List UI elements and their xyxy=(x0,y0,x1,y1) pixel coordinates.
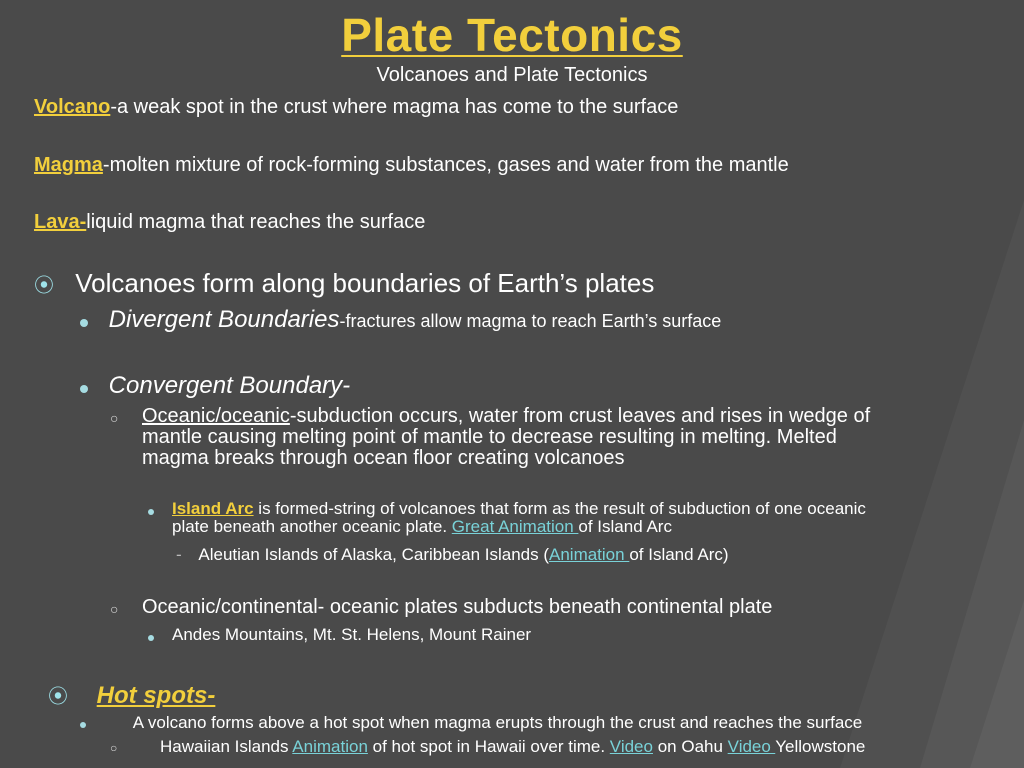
hot-spot-text: A volcano forms above a hot spot when magma erupts through the crust and reaches the surface xyxy=(132,713,863,732)
andes-text: Andes Mountains, Mt. St. Helens, Mount Rainer xyxy=(172,625,532,644)
divergent-text: -fractures allow magma to reach Earth’s surface xyxy=(339,311,722,331)
definition-lava-text: liquid magma that reaches the surface xyxy=(86,211,426,233)
oceanic-oceanic-line2: mantle causing melting point of mantle to decrease resulting in melting. Melted xyxy=(142,426,837,448)
aleutian-after: of Island Arc) xyxy=(629,545,729,564)
term-lava: Lava- xyxy=(34,211,87,233)
circle-bullet-icon: ○ xyxy=(110,741,118,755)
hawaii-end: Yellowstone xyxy=(775,737,866,756)
andes-item xyxy=(148,625,532,646)
island-arc-after-link: of Island Arc xyxy=(578,517,672,536)
aleutian-text: Aleutian Islands of Alaska, Caribbean Islands ( xyxy=(198,545,549,564)
oceanic-continental-item xyxy=(110,596,773,620)
main-point xyxy=(34,268,654,299)
circle-bullet-icon: ○ xyxy=(110,410,119,426)
divergent-label: Divergent Boundaries xyxy=(108,306,340,333)
yellowstone-video-link[interactable]: Video xyxy=(727,737,776,756)
hot-spots-label: Hot spots- xyxy=(96,682,216,709)
definition-volcano-text: -a weak spot in the crust where magma has come to the surface xyxy=(110,96,679,118)
great-animation-link[interactable]: Great Animation xyxy=(451,517,579,536)
hot-spots-item xyxy=(48,680,215,710)
dot-bullet-icon xyxy=(148,635,154,641)
dot-bullet-icon xyxy=(80,319,88,327)
hawaii-text: Hawaiian Islands xyxy=(159,737,293,756)
hawaii-mid1: of hot spot in Hawaii over time. xyxy=(367,737,610,756)
aleutian-item xyxy=(176,545,729,565)
oceanic-oceanic-label: Oceanic/oceanic xyxy=(142,405,290,427)
slide-title: Plate Tectonics xyxy=(341,9,683,61)
dash-bullet-icon: - xyxy=(176,545,182,564)
hawaii-mid2: on Oahu xyxy=(652,737,728,756)
hot-spot-description xyxy=(80,713,862,733)
oceanic-oceanic-item xyxy=(110,405,871,469)
oceanic-oceanic-line3: magma breaks through ocean floor creating volcanoes xyxy=(142,447,625,469)
island-arc-line2: plate beneath another oceanic plate. xyxy=(172,517,452,536)
hawaii-item xyxy=(110,737,865,757)
slide-subtitle: Volcanoes and Plate Tectonics xyxy=(376,64,648,86)
island-arc-label: Island Arc xyxy=(172,499,254,518)
hawaii-animation-link[interactable]: Animation xyxy=(292,737,368,756)
target-bullet-icon: ⦿ xyxy=(48,686,68,708)
animation-island-arc-link[interactable]: Animation xyxy=(549,545,630,564)
term-magma: Magma xyxy=(34,154,103,176)
island-arc-item xyxy=(148,499,866,536)
target-bullet-icon: ⦿ xyxy=(34,275,54,297)
oceanic-continental-text: Oceanic/continental- oceanic plates subducts beneath continental plate xyxy=(142,596,773,618)
oceanic-oceanic-line1: -subduction occurs, water from crust leaves and rises in wedge of xyxy=(289,405,871,427)
main-point-text: Volcanoes form along boundaries of Earth’s plates xyxy=(75,268,655,298)
term-volcano: Volcano xyxy=(34,96,111,118)
definition-volcano xyxy=(34,96,678,119)
convergent-label: Convergent Boundary- xyxy=(108,372,351,399)
dot-bullet-icon xyxy=(80,385,88,393)
dot-bullet-icon xyxy=(148,509,154,515)
island-arc-line1: is formed-string of volcanoes that form as the result of subduction of one oceanic xyxy=(253,499,866,518)
convergent-item xyxy=(80,372,350,400)
dot-bullet-icon xyxy=(80,722,86,728)
definition-magma xyxy=(34,154,789,177)
oahu-video-link[interactable]: Video xyxy=(609,737,653,756)
divergent-item xyxy=(80,306,721,334)
circle-bullet-icon: ○ xyxy=(110,601,119,617)
definition-magma-text: -molten mixture of rock-forming substances, gases and water from the mantle xyxy=(102,154,789,176)
definition-lava xyxy=(34,211,425,234)
